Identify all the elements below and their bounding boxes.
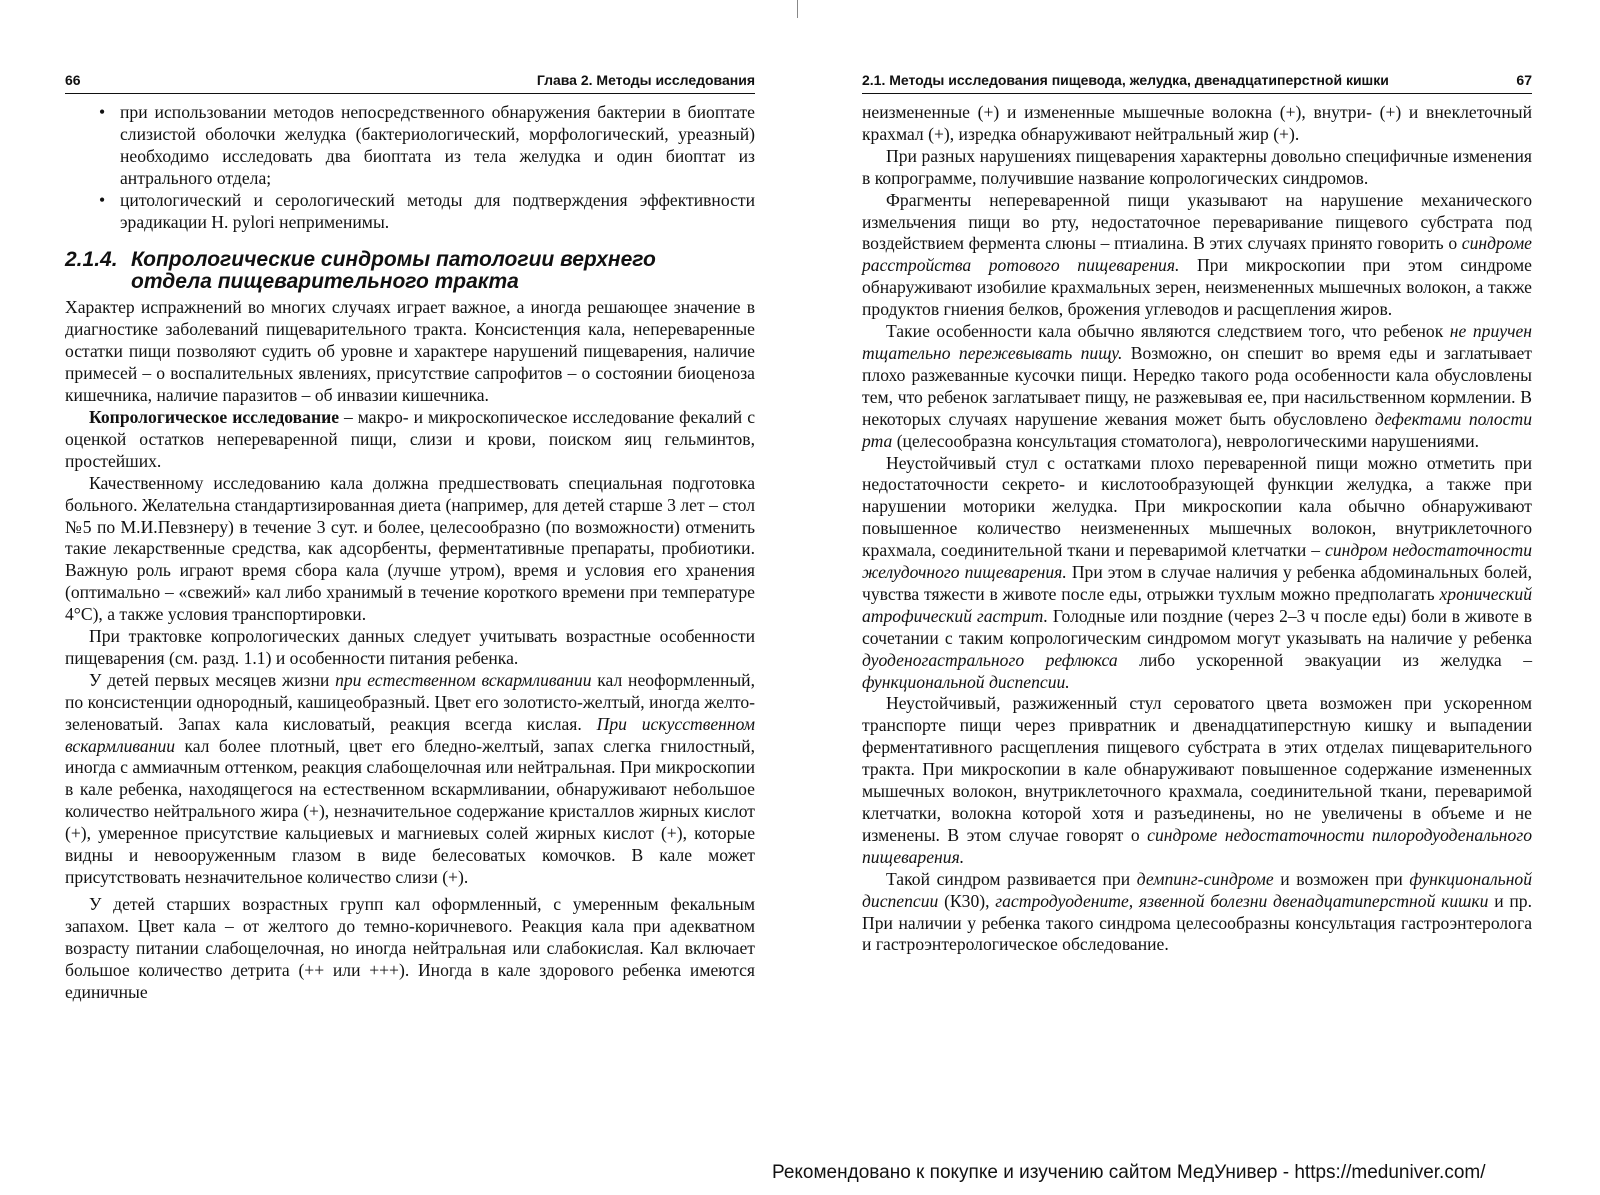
right-running-head: [862, 72, 1532, 94]
text-run: Такой синдром развивается при: [886, 868, 1137, 889]
paragraph: [862, 321, 1532, 452]
paragraph: Характер испражнений во многих случаях играет важное, а иногда решающее значение в диагностике заболеваний пищеварительного тракта. Консистенция кала, непереваренные остатки пищи позволяют судить об уровне и характере нарушений пищеварения, наличие примесей – о воспалительных явлениях, присутствие сапрофитов – о состоянии биоценоза кишечника, наличие паразитов – об инвазии кишечника.: [65, 297, 755, 406]
gutter-mark: [797, 0, 798, 18]
paragraph: У детей старших возрастных групп кал оформленный, с умеренным фекальным запахом. Цвет кала – от желтого до темно-коричневого. Реакция кала при адекватном возрасту питании слабощелочная, но иногда нейтральная или слабокислая. Кал включает большое количество детрита (++ или +++). Иногда в кале здорового ребенка имеются единичные: [65, 893, 755, 1002]
text-run: Возможно, он спешит во время еды и заглатывает плохо разжеванные кусочки пищи. Нередко такого рода особенности кала обусловлены тем, что ребенок заглатывает пищу, не разжевывая ее, при насильственном кормлении. В некоторых случаях нарушение жевания может быть обусловлено: [862, 342, 1532, 429]
list-item: • при использовании методов непосредственного обнаружения бактерии в биоптате слизистой оболочки желудка (бактериологический, морфологический, уреазный) необходимо исследовать два биоптата из тела желудка и один биоптат из антрального отдела;: [65, 102, 755, 190]
paragraph: [65, 670, 755, 889]
text-run: У детей первых месяцев жизни: [89, 669, 336, 690]
italic-term: При искусственном вскармливании: [65, 713, 755, 756]
section-title-line2: отдела пищеварительного тракта: [131, 270, 519, 294]
italic-term: не приучен тщательно пережевывать пищу.: [862, 321, 1532, 363]
text-run: Такие особенности кала обычно являются следствием того, что ребенок: [886, 321, 1450, 342]
paragraph: неизмененные (+) и измененные мышечные волокна (+), внутри- (+) и внеклеточный крахмал (+), изредка обнаруживают нейтральный жир (+).: [862, 102, 1532, 144]
text-run: либо ускоренной эвакуации из желудка –: [1117, 649, 1532, 670]
italic-term: дуоденогастрального рефлюкса: [862, 649, 1118, 670]
section-heading: [65, 249, 755, 293]
text-run: – макро- и микроскопическое исследование фекалий с оценкой остатков непереваренной пищи, слизи и крови, поиском яиц гельминтов, простейших.: [65, 406, 755, 471]
text-run: При микроскопии при этом синдроме обнаруживают изобилие крахмальных зерен, неизмененных мышечных волокон, а также продуктов гниения белков, брожения углеводов и расщепления жиров.: [862, 255, 1532, 320]
section-title-line1: Копрологические синдромы патологии верхнего: [131, 248, 656, 272]
paragraph: [65, 407, 755, 473]
list-item: • цитологический и серологический методы для подтверждения эффективности эрадикации H. pylori неприменимы.: [65, 190, 755, 234]
paragraph: [862, 693, 1532, 868]
left-running-head: [65, 72, 755, 94]
text-run: Фрагменты непереваренной пищи указывают на нарушение механического измельчения пищи во рту, недостаточное переваривание пищевого субстрата под воздействием фермента слюны – птиалина. В этих случаях принято говорить о: [862, 189, 1532, 254]
text-run: (К30),: [938, 890, 996, 911]
text-run: Неустойчивый стул с остатками плохо переваренной пищи можно отметить при недостаточности секрето- и кислотообразующей функции желудка, а также при нарушении моторики желудка. При микроскопии кала обычно обнаруживают повышенное количество неизмененных мышечных волокон, внутриклеточного крахмала, соединительной ткани и переваримой клетчатки –: [862, 452, 1532, 561]
text-run: кал более плотный, цвет его бледно-желтый, запах слегка гнилостный, иногда с аммиачным оттенком, реакция слабощелочная или нейтральная. При микроскопии в кале ребенка, находящегося на естественном вскармливании, обнаруживают небольшое количество нейтрального жира (+), незначительное содержание кристаллов жирных кислот (+), умеренное присутствие кальциевых и магниевых солей жирных кислот (+), которые видны и невооруженным глазом в виде белесоватых комочков. В кале может присутствовать незначительное количество слизи (+).: [65, 735, 755, 887]
italic-term: демпинг-синдроме: [1136, 868, 1274, 889]
paragraph: [862, 869, 1532, 957]
italic-term: функциональной диспепсии: [862, 868, 1533, 911]
text-run: и пр. При наличии у ребенка такого синдрома целесообразны консультация гастроэнтеролога и гастроэнтерологическое обследование.: [862, 890, 1532, 955]
text-run: Голодные или поздние (через 2–3 ч после еды) боли в животе в сочетании с таким копрологическим синдромом могут указывать на наличие у ребенка: [862, 605, 1532, 648]
paragraph: Качественному исследованию кала должна предшествовать специальная подготовка больного. Желательна стандартизированная диета (например, для детей старше 3 лет – стол №5 по М.И.Певзнеру) в течение 3 сут. и более, целесообразно (по возможности) отменить такие лекарственные средства, как адсорбенты, ферментативные препараты, пробиотики. Важную роль играют время сбора кала (лучше утром), время и условия его хранения (оптимально – «свежий» кал либо хранимый в течение короткого времени при температуре 4°С), а также условия транспортировки.: [65, 472, 755, 625]
paragraph: [862, 453, 1532, 694]
italic-term: синдроме недостаточности пилородуоденального пищеварения.: [862, 824, 1532, 867]
text-run: кал неоформленный, по консистенции однородный, кашицеобразный. Цвет его золотисто-желтый, иногда желто-зеленоватый. Запах кала кисловатый, реакция всегда кислая.: [65, 669, 755, 734]
left-page-number: 66: [65, 72, 81, 88]
italic-term: гастродуодените, язвенной болезни двенадцатиперстной кишки: [995, 890, 1489, 911]
text-run: и возможен при: [1273, 868, 1410, 889]
text-run: (целесообразна консультация стоматолога), неврологическими нарушениями.: [892, 430, 1480, 451]
italic-term: при естественном вскармливании: [335, 669, 592, 690]
italic-term: синдроме расстройства ротового пищеварения.: [862, 233, 1532, 276]
left-page: [65, 72, 755, 1003]
section-number: 2.1.4.: [65, 248, 118, 272]
text-run: При этом в случае наличия у ребенка абдоминальных болей, чувства тяжести в животе после еды, отрыжки тухлым можно предполагать: [862, 562, 1532, 604]
right-page-number: 67: [1516, 72, 1532, 88]
paragraph: [862, 190, 1532, 321]
right-body: [862, 102, 1532, 956]
right-section-title: 2.1. Методы исследования пищевода, желудка, двенадцатиперстной кишки: [862, 72, 1389, 88]
paragraph: При трактовке копрологических данных следует учитывать возрастные особенности пищеварения (см. разд. 1.1) и особенности питания ребенка.: [65, 626, 755, 668]
text-run: Неустойчивый, разжиженный стул сероватого цвета возможен при ускоренном транспорте пищи через привратник и двенадцатиперстную кишку и выпадении ферментативного расщепления пищевого субстрата в этих отделах пищеварительного тракта. При микроскопии в кале обнаруживают повышенное содержание измененных мышечных волокон, внутриклеточного крахмала, соединительной ткани, переваримой клетчатки, волокна которой хотя и разъединены, но не увеличены в объеме и не изменены. В этом случае говорят о: [862, 693, 1532, 845]
left-chapter-title: Глава 2. Методы исследования: [536, 72, 755, 88]
left-body: [65, 102, 755, 1003]
right-page: [862, 72, 1532, 956]
bullet-list: [65, 102, 755, 233]
paragraph: При разных нарушениях пищеварения характерны довольно специфичные изменения в копрограмме, получившие название копрологических синдромов.: [862, 145, 1532, 188]
italic-term: дефектами полости рта: [862, 408, 1532, 451]
italic-term: хронический атрофический гастрит.: [862, 583, 1532, 626]
bold-term: Копрологическое исследование: [89, 406, 340, 427]
footer-banner: Рекомендовано к покупке и изучению сайтом МедУнивер - https://meduniver.com/: [772, 1162, 1486, 1183]
italic-term: синдром недостаточности желудочного пищеварения.: [862, 540, 1532, 583]
italic-term: функциональной диспепсии.: [862, 671, 1070, 692]
